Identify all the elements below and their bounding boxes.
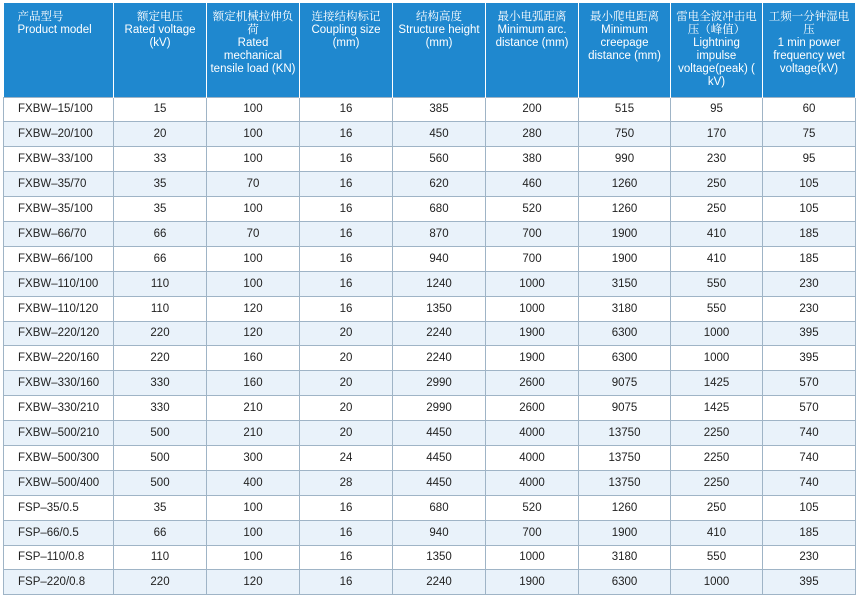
table-cell: 740 bbox=[763, 470, 856, 495]
table-cell: 680 bbox=[393, 197, 486, 222]
table-cell: 700 bbox=[486, 520, 579, 545]
table-cell: 60 bbox=[763, 97, 856, 122]
header-product-model: 产品型号 Product model bbox=[4, 3, 114, 97]
table-row bbox=[4, 445, 856, 470]
table-cell: 13750 bbox=[579, 421, 671, 446]
product-model-cell: FXBW–35/70 bbox=[4, 172, 114, 197]
table-cell: 1000 bbox=[486, 271, 579, 296]
table-cell: 1350 bbox=[393, 296, 486, 321]
table-cell: 15 bbox=[114, 97, 207, 122]
table-cell: 550 bbox=[671, 271, 763, 296]
table-cell: 620 bbox=[393, 172, 486, 197]
table-cell: 280 bbox=[486, 122, 579, 147]
table-cell: 1260 bbox=[579, 197, 671, 222]
table-cell: 16 bbox=[300, 495, 393, 520]
table-cell: 4000 bbox=[486, 445, 579, 470]
header-creepage-distance: 最小爬电距离 Minimum creepage distance (mm) bbox=[579, 3, 671, 97]
table-cell: 570 bbox=[763, 371, 856, 396]
product-model-cell: FXBW–220/160 bbox=[4, 346, 114, 371]
table-cell: 100 bbox=[207, 197, 300, 222]
product-model-cell: FXBW–330/160 bbox=[4, 371, 114, 396]
table-cell: 1900 bbox=[486, 570, 579, 595]
table-row bbox=[4, 172, 856, 197]
table-cell: 1240 bbox=[393, 271, 486, 296]
table-cell: 230 bbox=[763, 296, 856, 321]
table-cell: 3180 bbox=[579, 545, 671, 570]
table-cell: 100 bbox=[207, 495, 300, 520]
header-coupling-size: 连接结构标记 Coupling size (mm) bbox=[300, 3, 393, 97]
table-cell: 1900 bbox=[486, 346, 579, 371]
table-cell: 110 bbox=[114, 296, 207, 321]
table-cell: 680 bbox=[393, 495, 486, 520]
table-cell: 185 bbox=[763, 520, 856, 545]
table-row bbox=[4, 296, 856, 321]
table-cell: 9075 bbox=[579, 396, 671, 421]
table-cell: 6300 bbox=[579, 321, 671, 346]
table-row bbox=[4, 396, 856, 421]
table-cell: 6300 bbox=[579, 570, 671, 595]
header-rated-voltage: 额定电压 Rated voltage (kV) bbox=[114, 3, 207, 97]
table-cell: 13750 bbox=[579, 445, 671, 470]
table-cell: 20 bbox=[300, 321, 393, 346]
table-row bbox=[4, 421, 856, 446]
table-cell: 4000 bbox=[486, 421, 579, 446]
table-row bbox=[4, 545, 856, 570]
table-cell: 110 bbox=[114, 271, 207, 296]
table-cell: 20 bbox=[300, 371, 393, 396]
table-cell: 1425 bbox=[671, 371, 763, 396]
table-cell: 300 bbox=[207, 445, 300, 470]
product-model-cell: FSP–35/0.5 bbox=[4, 495, 114, 520]
table-cell: 100 bbox=[207, 271, 300, 296]
table-cell: 66 bbox=[114, 221, 207, 246]
table-cell: 460 bbox=[486, 172, 579, 197]
table-cell: 16 bbox=[300, 246, 393, 271]
table-cell: 2250 bbox=[671, 421, 763, 446]
table-cell: 185 bbox=[763, 246, 856, 271]
table-cell: 100 bbox=[207, 122, 300, 147]
table-cell: 16 bbox=[300, 520, 393, 545]
table-cell: 230 bbox=[671, 147, 763, 172]
table-cell: 100 bbox=[207, 545, 300, 570]
table-row bbox=[4, 147, 856, 172]
table-row bbox=[4, 246, 856, 271]
table-cell: 100 bbox=[207, 97, 300, 122]
product-model-cell: FXBW–66/70 bbox=[4, 221, 114, 246]
table-cell: 2240 bbox=[393, 346, 486, 371]
table-cell: 1260 bbox=[579, 495, 671, 520]
table-cell: 160 bbox=[207, 346, 300, 371]
table-cell: 35 bbox=[114, 495, 207, 520]
product-model-cell: FXBW–15/100 bbox=[4, 97, 114, 122]
table-cell: 1260 bbox=[579, 172, 671, 197]
table-cell: 250 bbox=[671, 172, 763, 197]
table-cell: 220 bbox=[114, 570, 207, 595]
header-row bbox=[4, 3, 856, 97]
table-cell: 570 bbox=[763, 396, 856, 421]
product-model-cell: FXBW–35/100 bbox=[4, 197, 114, 222]
table-cell: 16 bbox=[300, 172, 393, 197]
table-cell: 120 bbox=[207, 570, 300, 595]
product-model-cell: FXBW–20/100 bbox=[4, 122, 114, 147]
product-model-cell: FXBW–500/210 bbox=[4, 421, 114, 446]
table-cell: 66 bbox=[114, 246, 207, 271]
product-model-cell: FSP–66/0.5 bbox=[4, 520, 114, 545]
table-cell: 250 bbox=[671, 495, 763, 520]
table-row bbox=[4, 520, 856, 545]
product-model-cell: FXBW–33/100 bbox=[4, 147, 114, 172]
table-cell: 870 bbox=[393, 221, 486, 246]
table-cell: 410 bbox=[671, 246, 763, 271]
table-cell: 2250 bbox=[671, 445, 763, 470]
table-body bbox=[4, 97, 856, 595]
table-cell: 400 bbox=[207, 470, 300, 495]
table-cell: 940 bbox=[393, 520, 486, 545]
table-cell: 220 bbox=[114, 346, 207, 371]
table-cell: 2250 bbox=[671, 470, 763, 495]
product-model-cell: FXBW–220/120 bbox=[4, 321, 114, 346]
table-row bbox=[4, 221, 856, 246]
table-cell: 210 bbox=[207, 421, 300, 446]
table-cell: 160 bbox=[207, 371, 300, 396]
product-model-cell: FXBW–110/100 bbox=[4, 271, 114, 296]
table-cell: 330 bbox=[114, 371, 207, 396]
table-cell: 6300 bbox=[579, 346, 671, 371]
table-cell: 110 bbox=[114, 545, 207, 570]
header-structure-height: 结构高度 Structure height (mm) bbox=[393, 3, 486, 97]
header-mechanical-load: 额定机械拉伸负荷 Rated mechanical tensile load (KN) bbox=[207, 3, 300, 97]
table-cell: 75 bbox=[763, 122, 856, 147]
table-cell: 520 bbox=[486, 197, 579, 222]
table-cell: 16 bbox=[300, 122, 393, 147]
table-cell: 1900 bbox=[486, 321, 579, 346]
table-cell: 105 bbox=[763, 197, 856, 222]
table-cell: 16 bbox=[300, 545, 393, 570]
table-row bbox=[4, 97, 856, 122]
table-cell: 385 bbox=[393, 97, 486, 122]
table-cell: 750 bbox=[579, 122, 671, 147]
table-cell: 20 bbox=[300, 346, 393, 371]
table-cell: 1000 bbox=[671, 321, 763, 346]
table-cell: 2990 bbox=[393, 396, 486, 421]
table-row bbox=[4, 346, 856, 371]
table-cell: 170 bbox=[671, 122, 763, 147]
table-cell: 2990 bbox=[393, 371, 486, 396]
product-model-cell: FSP–110/0.8 bbox=[4, 545, 114, 570]
table-cell: 95 bbox=[763, 147, 856, 172]
table-cell: 100 bbox=[207, 147, 300, 172]
table-cell: 3150 bbox=[579, 271, 671, 296]
header-lightning-impulse: 雷电全波冲击电压（峰值） Lightning impulse voltage(peak) ( kV) bbox=[671, 3, 763, 97]
table-cell: 410 bbox=[671, 520, 763, 545]
table-cell: 500 bbox=[114, 470, 207, 495]
table-cell: 1900 bbox=[579, 246, 671, 271]
table-cell: 700 bbox=[486, 246, 579, 271]
table-cell: 1000 bbox=[671, 570, 763, 595]
table-cell: 230 bbox=[763, 545, 856, 570]
table-cell: 33 bbox=[114, 147, 207, 172]
insulator-spec-table bbox=[3, 3, 856, 595]
product-model-cell: FXBW–500/300 bbox=[4, 445, 114, 470]
table-cell: 210 bbox=[207, 396, 300, 421]
table-cell: 28 bbox=[300, 470, 393, 495]
table-cell: 66 bbox=[114, 520, 207, 545]
table-row bbox=[4, 122, 856, 147]
table-cell: 2600 bbox=[486, 396, 579, 421]
table-cell: 200 bbox=[486, 97, 579, 122]
table-cell: 1425 bbox=[671, 396, 763, 421]
table-cell: 1900 bbox=[579, 520, 671, 545]
table-cell: 35 bbox=[114, 197, 207, 222]
table-cell: 560 bbox=[393, 147, 486, 172]
table-cell: 70 bbox=[207, 221, 300, 246]
table-cell: 2240 bbox=[393, 321, 486, 346]
table-cell: 1900 bbox=[579, 221, 671, 246]
table-cell: 1000 bbox=[486, 545, 579, 570]
table-row bbox=[4, 495, 856, 520]
table-cell: 70 bbox=[207, 172, 300, 197]
table-cell: 550 bbox=[671, 545, 763, 570]
table-cell: 100 bbox=[207, 246, 300, 271]
table-cell: 380 bbox=[486, 147, 579, 172]
table-cell: 990 bbox=[579, 147, 671, 172]
table-row bbox=[4, 321, 856, 346]
table-cell: 1000 bbox=[671, 346, 763, 371]
product-model-cell: FXBW–330/210 bbox=[4, 396, 114, 421]
table-row bbox=[4, 197, 856, 222]
table-cell: 700 bbox=[486, 221, 579, 246]
table-cell: 13750 bbox=[579, 470, 671, 495]
table-cell: 16 bbox=[300, 296, 393, 321]
table-cell: 185 bbox=[763, 221, 856, 246]
table-cell: 500 bbox=[114, 445, 207, 470]
table-cell: 2600 bbox=[486, 371, 579, 396]
table-cell: 740 bbox=[763, 421, 856, 446]
table-cell: 16 bbox=[300, 271, 393, 296]
table-cell: 4450 bbox=[393, 470, 486, 495]
table-cell: 20 bbox=[300, 421, 393, 446]
table-cell: 16 bbox=[300, 97, 393, 122]
table-cell: 120 bbox=[207, 296, 300, 321]
table-cell: 20 bbox=[300, 396, 393, 421]
table-row bbox=[4, 470, 856, 495]
header-arc-distance: 最小电弧距离 Minimum arc. distance (mm) bbox=[486, 3, 579, 97]
table-row bbox=[4, 271, 856, 296]
table-cell: 230 bbox=[763, 271, 856, 296]
table-cell: 500 bbox=[114, 421, 207, 446]
table-cell: 515 bbox=[579, 97, 671, 122]
table-cell: 550 bbox=[671, 296, 763, 321]
table-cell: 410 bbox=[671, 221, 763, 246]
table-cell: 16 bbox=[300, 570, 393, 595]
table-cell: 95 bbox=[671, 97, 763, 122]
product-model-cell: FXBW–500/400 bbox=[4, 470, 114, 495]
table-cell: 450 bbox=[393, 122, 486, 147]
table-cell: 105 bbox=[763, 495, 856, 520]
table-cell: 1000 bbox=[486, 296, 579, 321]
table-cell: 740 bbox=[763, 445, 856, 470]
table-cell: 105 bbox=[763, 172, 856, 197]
table-row bbox=[4, 371, 856, 396]
product-model-cell: FXBW–66/100 bbox=[4, 246, 114, 271]
table-cell: 395 bbox=[763, 570, 856, 595]
table-cell: 20 bbox=[114, 122, 207, 147]
product-model-cell: FXBW–110/120 bbox=[4, 296, 114, 321]
table-cell: 250 bbox=[671, 197, 763, 222]
table-cell: 395 bbox=[763, 346, 856, 371]
table-cell: 940 bbox=[393, 246, 486, 271]
table-cell: 1350 bbox=[393, 545, 486, 570]
table-cell: 3180 bbox=[579, 296, 671, 321]
table-cell: 100 bbox=[207, 520, 300, 545]
table-cell: 24 bbox=[300, 445, 393, 470]
table-cell: 520 bbox=[486, 495, 579, 520]
table-cell: 2240 bbox=[393, 570, 486, 595]
table-cell: 395 bbox=[763, 321, 856, 346]
table-cell: 35 bbox=[114, 172, 207, 197]
table-cell: 9075 bbox=[579, 371, 671, 396]
table-cell: 120 bbox=[207, 321, 300, 346]
table-cell: 4000 bbox=[486, 470, 579, 495]
header-wet-voltage: 工频一分钟湿电压 1 min power frequency wet voltage(kV) bbox=[763, 3, 856, 97]
table-cell: 220 bbox=[114, 321, 207, 346]
table-cell: 4450 bbox=[393, 445, 486, 470]
table-cell: 4450 bbox=[393, 421, 486, 446]
table-cell: 330 bbox=[114, 396, 207, 421]
table-cell: 16 bbox=[300, 221, 393, 246]
table-cell: 16 bbox=[300, 147, 393, 172]
table-row bbox=[4, 570, 856, 595]
table-cell: 16 bbox=[300, 197, 393, 222]
product-model-cell: FSP–220/0.8 bbox=[4, 570, 114, 595]
